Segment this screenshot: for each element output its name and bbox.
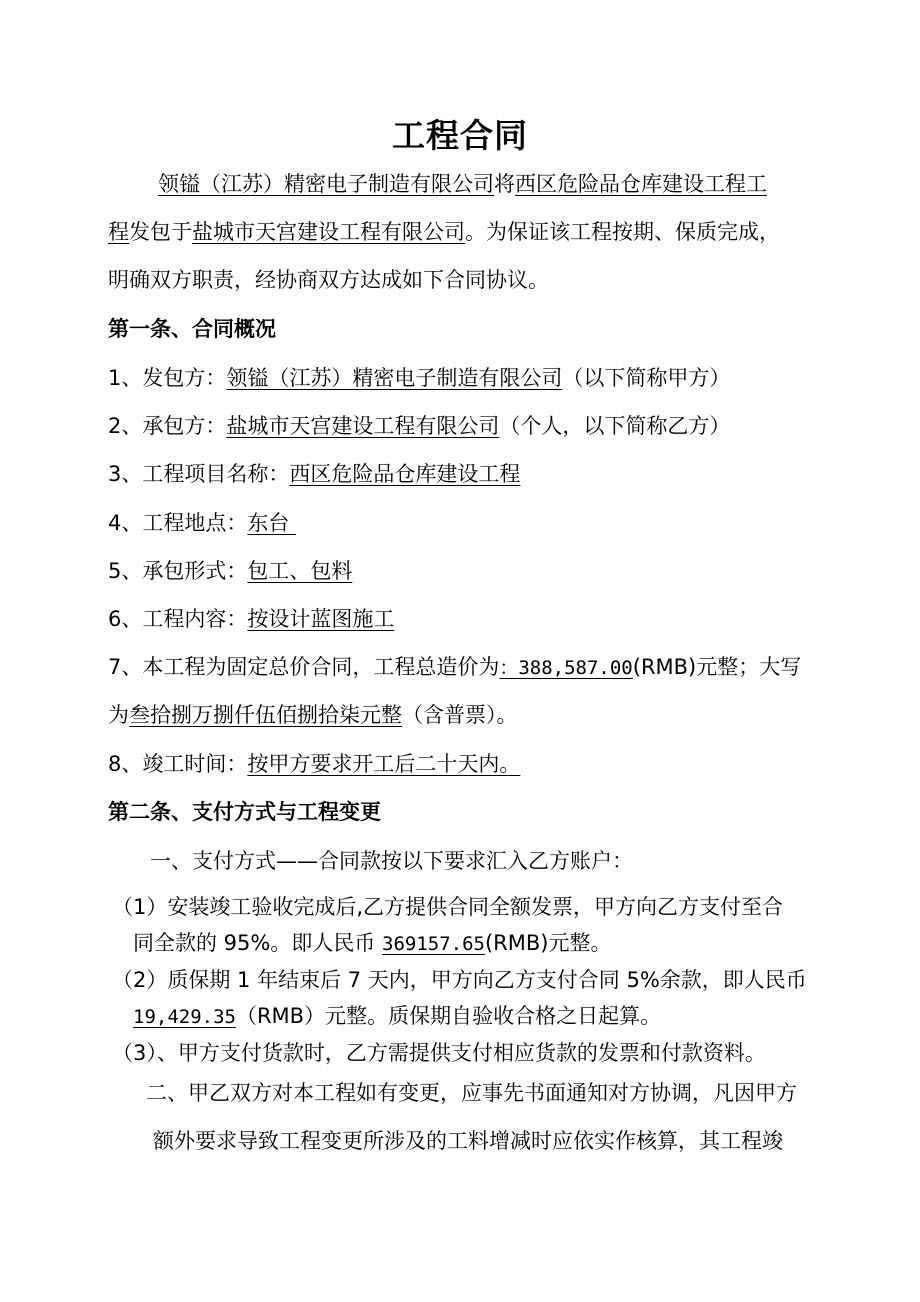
total-amount: ：388,587.00	[499, 657, 633, 679]
party-b-name: 盐城市天宫建设工程有限公司	[192, 220, 465, 244]
document-title: 工程合同	[392, 116, 528, 155]
payment-2-line-1: （2）质保期 1 年结束后 7 天内，甲方向乙方支付合同 5%余款，即人民币	[112, 968, 807, 992]
change-clause-line-2: 额外要求导致工程变更所涉及的工料增减时应依实作核算，其工程竣	[153, 1129, 783, 1153]
intro-line-2: 程发包于盐城市天宫建设工程有限公司。为保证该工程按期、保质完成，	[108, 220, 780, 244]
article-2-heading: 第二条、支付方式与工程变更	[108, 800, 381, 824]
total-amount-capital: 叁拾捌万捌仟伍佰捌拾柒元整	[129, 703, 402, 727]
item-2: 2、承包方：盐城市天宫建设工程有限公司（个人，以下简称乙方）	[108, 414, 731, 438]
payment-method-heading: 一、支付方式——合同款按以下要求汇入乙方账户：	[150, 849, 633, 873]
item-3: 3、工程项目名称：西区危险品仓库建设工程	[108, 462, 521, 486]
payment-3: （3）、甲方支付货款时，乙方需提供支付相应货款的发票和付款资料。	[112, 1041, 766, 1065]
payment-1-line-1: （1）安装竣工验收完成后,乙方提供合同全额发票，甲方向乙方支付至合	[112, 895, 784, 919]
payment-2-amount: 19,429.35	[133, 1006, 236, 1028]
intro-line-3: 明确双方职责，经协商双方达成如下合同协议。	[108, 268, 549, 292]
change-clause-line-1: 二、甲乙双方对本工程如有变更，应事先书面通知对方协调，凡因甲方	[146, 1081, 797, 1105]
party-a-name: 领镒（江苏）精密电子制造有限公司	[158, 172, 494, 196]
item-6: 6、工程内容：按设计蓝图施工	[108, 607, 395, 631]
item-4: 4、工程地点：东台	[108, 511, 297, 535]
item-7-line-2: 为叁拾捌万捌仟伍佰捌拾柒元整（含普票）。	[108, 703, 518, 727]
item-7-line-1: 7、本工程为固定总价合同，工程总造价为：388,587.00(RMB)元整；大写	[108, 655, 802, 679]
payment-1-amount: 369157.65	[382, 933, 485, 955]
item-1: 1、发包方：领镒（江苏）精密电子制造有限公司（以下简称甲方）	[108, 366, 731, 390]
item-8: 8、竣工时间：按甲方要求开工后二十天内。	[108, 752, 521, 776]
payment-1-line-2: 同全款的 95%。即人民币 369157.65(RMB)元整。	[133, 931, 612, 955]
article-1-heading: 第一条、合同概况	[108, 317, 276, 341]
project-name: 西区危险品仓库建设工程工	[515, 172, 767, 196]
intro-line-1: 领镒（江苏）精密电子制造有限公司将西区危险品仓库建设工程工	[158, 172, 767, 196]
payment-2-line-2: 19,429.35（RMB）元整。质保期自验收合格之日起算。	[133, 1004, 662, 1028]
item-5: 5、承包形式：包工、包料	[108, 559, 353, 583]
